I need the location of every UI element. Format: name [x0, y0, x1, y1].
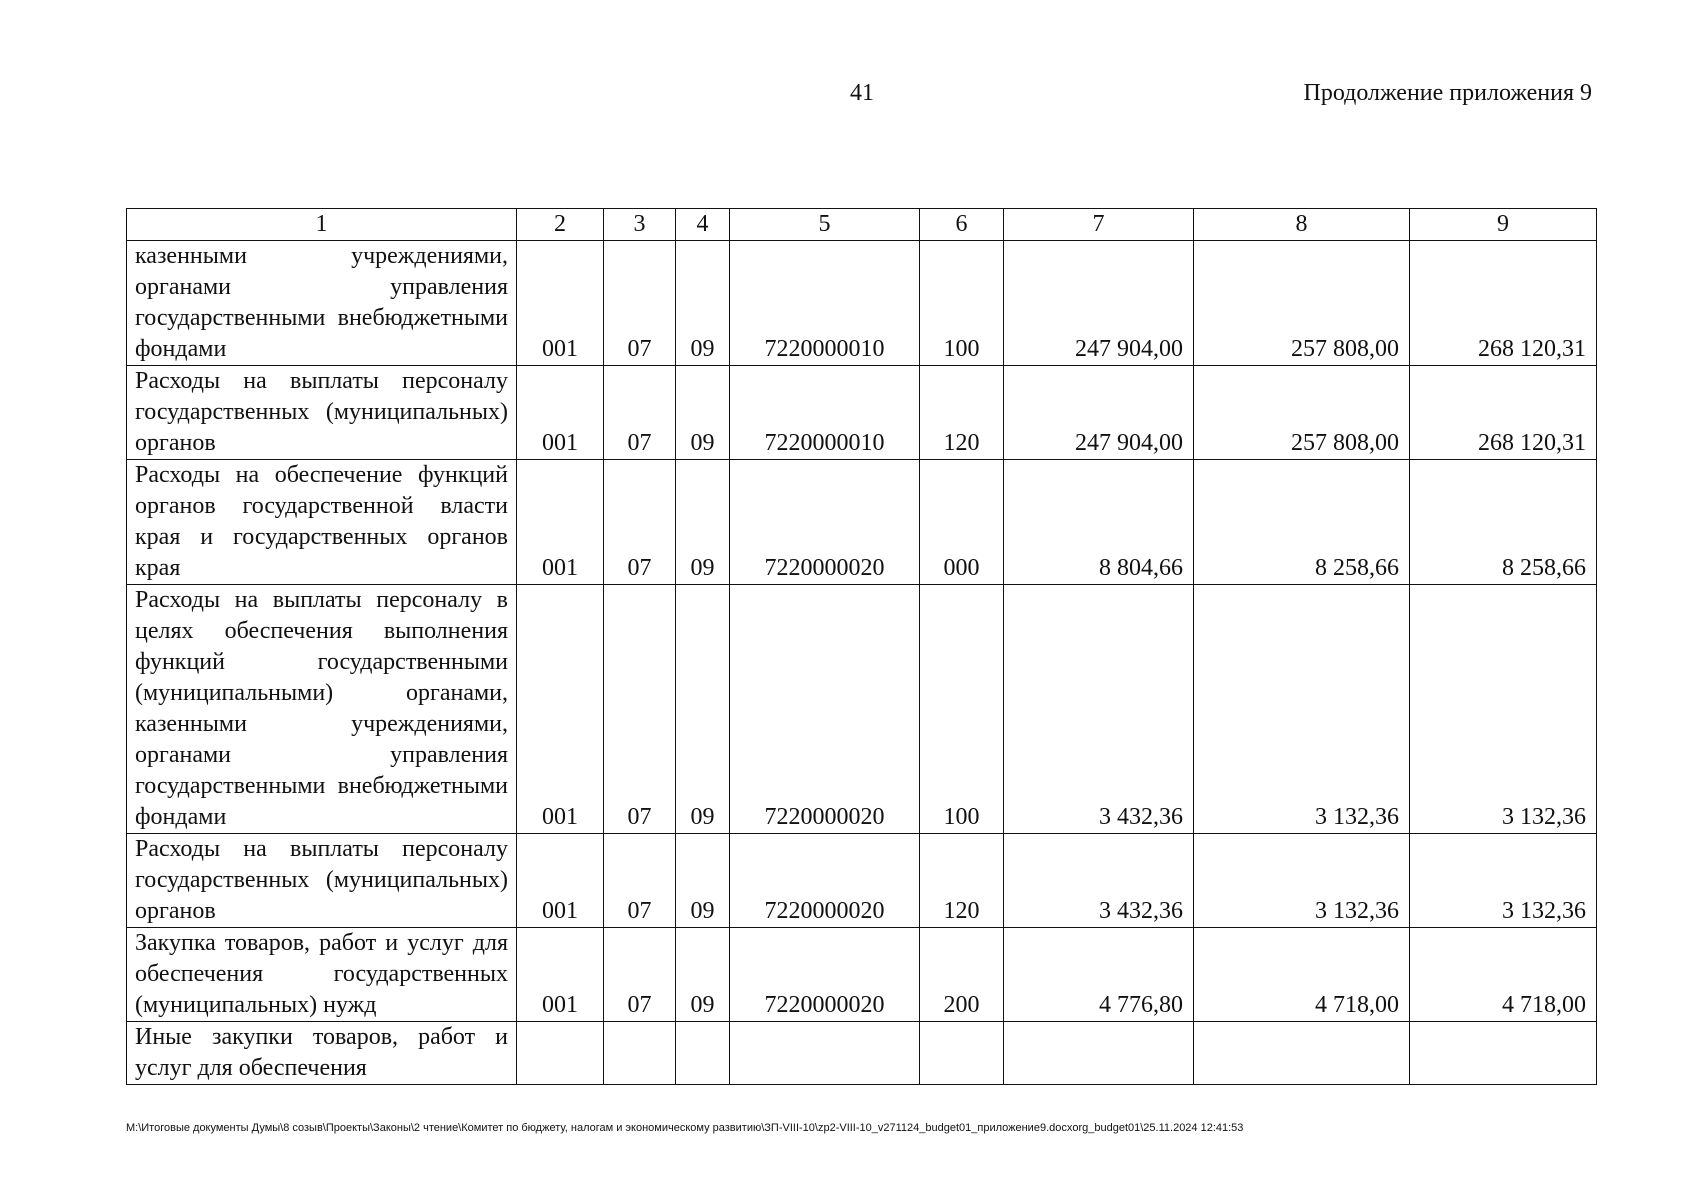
expense-description: Расходы на выплаты персоналу в целях обеспечения выполнения функций государственными (муниципальными) органами, казенными учреждениями, органами управления государственными внебюджетными фондами [127, 585, 517, 834]
cell-amount-9: 3 132,36 [1410, 585, 1597, 834]
column-header: 7 [1004, 209, 1194, 241]
cell-amount-7: 3 432,36 [1004, 585, 1194, 834]
cell-code-2: 001 [517, 585, 604, 834]
column-header: 2 [517, 209, 604, 241]
cell-code-3: 07 [604, 366, 676, 460]
cell-amount-9: 268 120,31 [1410, 241, 1597, 366]
cell-amount-7: 247 904,00 [1004, 241, 1194, 366]
column-header: 6 [920, 209, 1004, 241]
cell-code-4: 09 [676, 585, 730, 834]
cell-code-3: 07 [604, 460, 676, 585]
cell-amount-7: 8 804,66 [1004, 460, 1194, 585]
expense-description: Закупка товаров, работ и услуг для обеспечения государственных (муниципальных) нужд [127, 928, 517, 1022]
cell-amount-7 [1004, 1022, 1194, 1085]
column-header: 9 [1410, 209, 1597, 241]
cell-code-6: 100 [920, 241, 1004, 366]
cell-code-2 [517, 1022, 604, 1085]
cell-code-2: 001 [517, 460, 604, 585]
column-header: 8 [1194, 209, 1410, 241]
cell-code-4: 09 [676, 241, 730, 366]
document-path-footer: M:\Итоговые документы Думы\8 созыв\Проекты\Законы\2 чтение\Комитет по бюджету, налогам и экономическому развитию\ЗП-VIII-10\zp2-VIII-10_v271124_budget01_приложение9.docxorg_budget01\25.11.2024 12:41:53 [126, 1122, 1244, 1134]
cell-amount-8: 4 718,00 [1194, 928, 1410, 1022]
cell-code-4: 09 [676, 366, 730, 460]
cell-code-6: 120 [920, 366, 1004, 460]
appendix-title: Продолжение приложения 9 [1303, 80, 1592, 106]
cell-code-3: 07 [604, 834, 676, 928]
cell-code-4: 09 [676, 460, 730, 585]
cell-code-5: 7220000020 [730, 585, 920, 834]
cell-amount-8: 3 132,36 [1194, 585, 1410, 834]
cell-code-3: 07 [604, 241, 676, 366]
expense-description: Расходы на выплаты персоналу государственных (муниципальных) органов [127, 366, 517, 460]
cell-amount-9: 8 258,66 [1410, 460, 1597, 585]
expense-description: казенными учреждениями, органами управления государственными внебюджетными фондами [127, 241, 517, 366]
cell-amount-9: 268 120,31 [1410, 366, 1597, 460]
table-row [127, 834, 1597, 928]
cell-code-6: 120 [920, 834, 1004, 928]
cell-code-4: 09 [676, 834, 730, 928]
cell-code-2: 001 [517, 366, 604, 460]
cell-code-5 [730, 1022, 920, 1085]
cell-code-3: 07 [604, 585, 676, 834]
cell-code-6: 100 [920, 585, 1004, 834]
table-row [127, 366, 1597, 460]
cell-amount-9: 4 718,00 [1410, 928, 1597, 1022]
page-number: 41 [850, 80, 874, 106]
column-header: 1 [127, 209, 517, 241]
cell-code-5: 7220000010 [730, 366, 920, 460]
expense-description: Расходы на обеспечение функций органов государственной власти края и государственных органов края [127, 460, 517, 585]
cell-amount-7: 4 776,80 [1004, 928, 1194, 1022]
cell-code-6 [920, 1022, 1004, 1085]
cell-code-3 [604, 1022, 676, 1085]
table-row [127, 241, 1597, 366]
cell-amount-8: 3 132,36 [1194, 834, 1410, 928]
table-row [127, 928, 1597, 1022]
cell-amount-9: 3 132,36 [1410, 834, 1597, 928]
table-row [127, 1022, 1597, 1085]
cell-code-5: 7220000010 [730, 241, 920, 366]
cell-amount-9 [1410, 1022, 1597, 1085]
cell-amount-8: 257 808,00 [1194, 366, 1410, 460]
column-header: 4 [676, 209, 730, 241]
cell-code-2: 001 [517, 241, 604, 366]
cell-code-2: 001 [517, 834, 604, 928]
cell-code-4: 09 [676, 928, 730, 1022]
cell-amount-7: 3 432,36 [1004, 834, 1194, 928]
column-header: 3 [604, 209, 676, 241]
cell-code-6: 000 [920, 460, 1004, 585]
expense-description: Иные закупки товаров, работ и услуг для обеспечения [127, 1022, 517, 1085]
cell-code-5: 7220000020 [730, 834, 920, 928]
cell-code-5: 7220000020 [730, 928, 920, 1022]
cell-code-3: 07 [604, 928, 676, 1022]
cell-code-5: 7220000020 [730, 460, 920, 585]
column-header: 5 [730, 209, 920, 241]
cell-amount-8 [1194, 1022, 1410, 1085]
expense-description: Расходы на выплаты персоналу государственных (муниципальных) органов [127, 834, 517, 928]
cell-amount-8: 257 808,00 [1194, 241, 1410, 366]
budget-table [126, 208, 1597, 1085]
table-row [127, 585, 1597, 834]
cell-code-6: 200 [920, 928, 1004, 1022]
column-number-row [127, 209, 1597, 241]
cell-code-4 [676, 1022, 730, 1085]
cell-amount-8: 8 258,66 [1194, 460, 1410, 585]
cell-code-2: 001 [517, 928, 604, 1022]
table-row [127, 460, 1597, 585]
cell-amount-7: 247 904,00 [1004, 366, 1194, 460]
